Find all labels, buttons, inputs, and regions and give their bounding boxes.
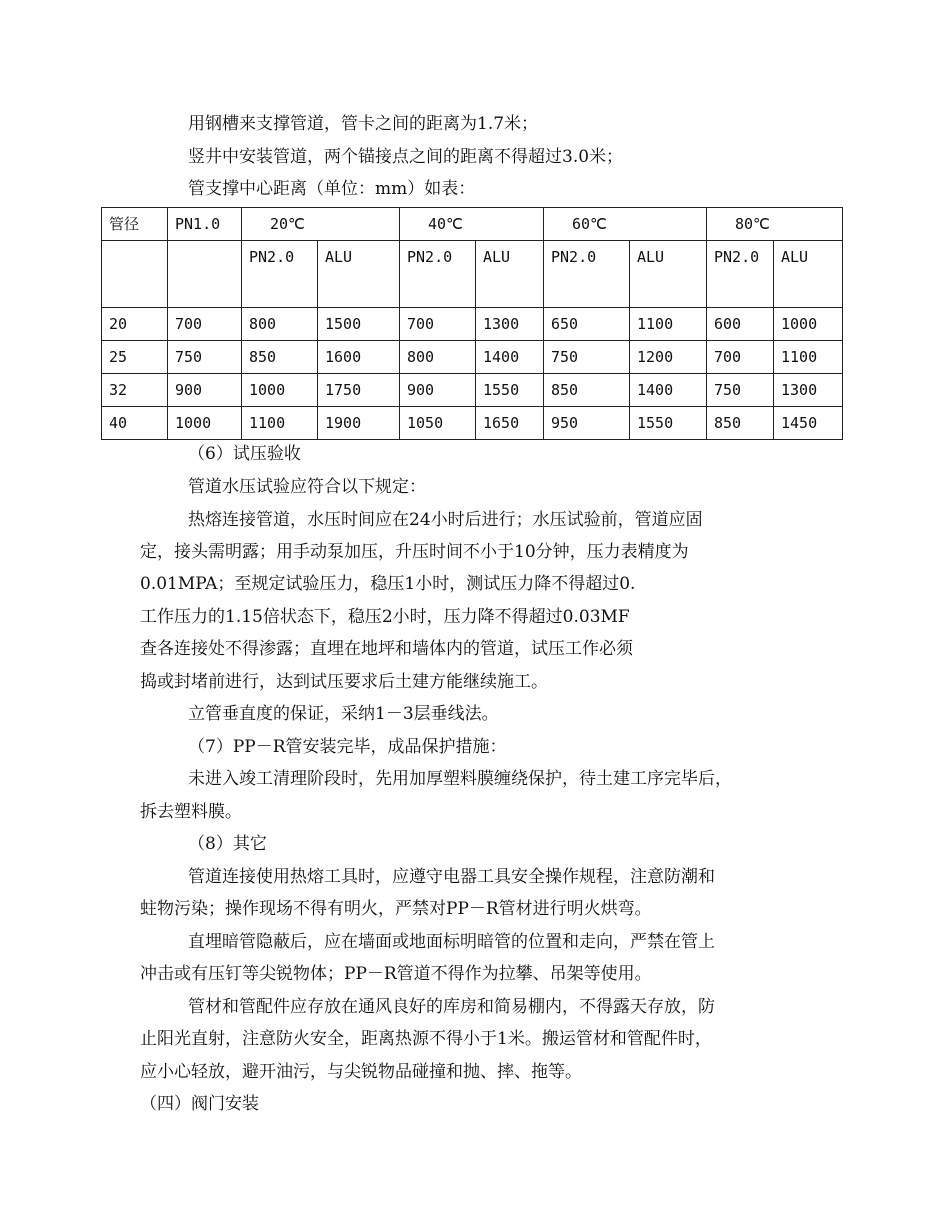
table-header-cell: 40℃ (400, 208, 544, 241)
paragraph-line: 冲击或有压钉等尖锐物体；PP－R管道不得作为拉攀、吊架等使用。 (140, 964, 652, 984)
table-cell: 1000 (168, 407, 242, 440)
table-cell: 20 (102, 308, 168, 341)
table-header-row (102, 208, 843, 241)
paragraph-line: 0.01MPA；至规定试验压力，稳压1小时，测试压力降不得超过0. (140, 574, 636, 594)
table-cell: 1100 (774, 341, 843, 374)
table-header-cell: PN1.0 (168, 208, 242, 241)
table-row (102, 308, 843, 341)
table-row (102, 407, 843, 440)
table-cell: 650 (544, 308, 630, 341)
table-cell: 1100 (630, 308, 707, 341)
paragraph-line: 管支撑中心距离（单位：mm）如表： (188, 179, 476, 199)
table-cell: 750 (544, 341, 630, 374)
paragraph-line: 未进入竣工清理阶段时，先用加厚塑料膜缠绕保护，待土建工序完毕后， (188, 769, 732, 789)
paragraph-line: 应小心轻放，避开油污，与尖锐物品碰撞和抛、摔、拖等。 (140, 1062, 582, 1082)
table-cell: 1400 (476, 341, 544, 374)
table-subheader-row (102, 241, 843, 308)
paragraph-line: 定，接头需明露；用手动泵加压，升压时间不小于10分钟，压力表精度为 (140, 542, 689, 562)
paragraph-line: 用钢槽来支撑管道，管卡之间的距离为1.7米； (188, 114, 539, 134)
table-cell: 750 (707, 374, 774, 407)
table-row (102, 341, 843, 374)
table-header-cell: ALU (318, 241, 400, 308)
table-header-cell: 60℃ (544, 208, 707, 241)
paragraph-line: 捣或封堵前进行，达到试压要求后土建方能继续施工。 (140, 672, 548, 692)
section-heading: （7）PP－R管安装完毕，成品保护措施： (188, 737, 507, 757)
table-cell: 1200 (630, 341, 707, 374)
table-cell: 700 (168, 308, 242, 341)
table-header-cell: 80℃ (707, 208, 843, 241)
table-cell: 40 (102, 407, 168, 440)
paragraph-line: 管道水压试验应符合以下规定： (188, 477, 426, 497)
paragraph-line: 直埋暗管隐蔽后，应在墙面或地面标明暗管的位置和走向，严禁在管上 (188, 932, 715, 952)
table-cell: 850 (707, 407, 774, 440)
table-cell: 1550 (476, 374, 544, 407)
table-header-cell: PN2.0 (400, 241, 476, 308)
paragraph-line: 管道连接使用热熔工具时，应遵守电器工具安全操作规程，注意防潮和 (188, 867, 715, 887)
paragraph-line: 拆去塑料膜。 (140, 802, 242, 822)
table-cell: 1050 (400, 407, 476, 440)
table-cell: 800 (400, 341, 476, 374)
table-cell: 1300 (774, 374, 843, 407)
support-distance-table (101, 207, 843, 440)
table-cell: 1100 (242, 407, 318, 440)
paragraph-line: 查各连接处不得渗露；直埋在地坪和墙体内的管道，试压工作必须 (140, 639, 633, 659)
table-cell: 800 (242, 308, 318, 341)
paragraph-line: 蛀物污染；操作现场不得有明火，严禁对PP－R管材进行明火烘弯。 (140, 899, 652, 919)
paragraph-line: 立管垂直度的保证，采纳1－3层垂线法。 (188, 704, 499, 724)
section-heading: （8）其它 (188, 834, 267, 854)
table-header-cell (168, 241, 242, 308)
table-cell: 1000 (242, 374, 318, 407)
table-header-cell: PN2.0 (544, 241, 630, 308)
table-cell: 700 (707, 341, 774, 374)
table-cell: 1650 (476, 407, 544, 440)
table-header-cell: 20℃ (242, 208, 400, 241)
table-header-cell: PN2.0 (707, 241, 774, 308)
table-header-cell: ALU (774, 241, 843, 308)
table-cell: 600 (707, 308, 774, 341)
table-header-cell: ALU (630, 241, 707, 308)
table-header-cell: ALU (476, 241, 544, 308)
table-cell: 1450 (774, 407, 843, 440)
table-cell: 1000 (774, 308, 843, 341)
section-heading: （6）试压验收 (188, 444, 301, 464)
table-cell: 1400 (630, 374, 707, 407)
paragraph-line: 止阳光直射，注意防火安全，距离热源不得小于1米。搬运管材和管配件时， (140, 1029, 712, 1049)
table-cell: 750 (168, 341, 242, 374)
paragraph-line: 工作压力的1.15倍状态下，稳压2小时，压力降不得超过0.03MF (140, 607, 630, 627)
table-cell: 850 (544, 374, 630, 407)
table-cell: 1600 (318, 341, 400, 374)
paragraph-line: 管材和管配件应存放在通风良好的库房和简易棚内，不得露天存放，防 (188, 997, 715, 1017)
table-cell: 1750 (318, 374, 400, 407)
table-cell: 950 (544, 407, 630, 440)
table-row (102, 374, 843, 407)
table-cell: 32 (102, 374, 168, 407)
table-cell: 1300 (476, 308, 544, 341)
table-cell: 900 (168, 374, 242, 407)
paragraph-line: 热熔连接管道，水压时间应在24小时后进行；水压试验前，管道应固 (188, 510, 703, 530)
table-header-cell: 管径 (102, 208, 168, 241)
table-cell: 1900 (318, 407, 400, 440)
table-cell: 1550 (630, 407, 707, 440)
table-header-cell: PN2.0 (242, 241, 318, 308)
table-cell: 850 (242, 341, 318, 374)
table-cell: 700 (400, 308, 476, 341)
table-cell: 1500 (318, 308, 400, 341)
table-cell: 25 (102, 341, 168, 374)
paragraph-line: 竖井中安装管道，两个锚接点之间的距离不得超过3.0米； (188, 147, 624, 167)
section-heading: （四）阀门安装 (140, 1094, 259, 1114)
table-cell: 900 (400, 374, 476, 407)
table-header-cell (102, 241, 168, 308)
